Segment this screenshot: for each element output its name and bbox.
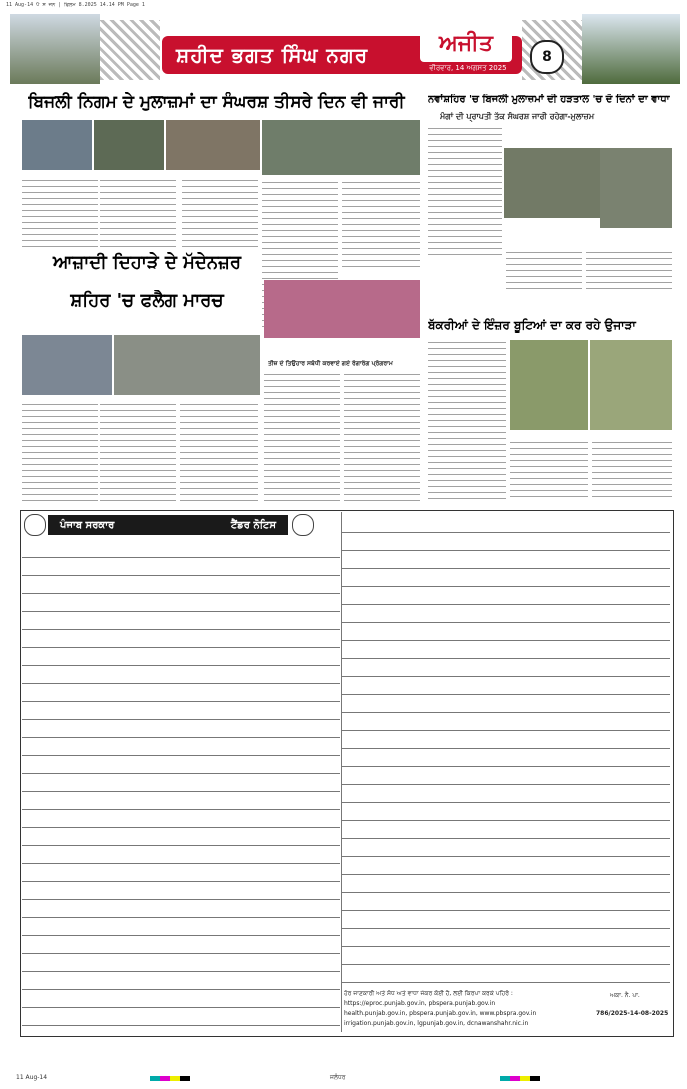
tender-title-bar — [48, 515, 288, 535]
story1-text-col3 — [182, 178, 258, 248]
govt-seal-right — [292, 514, 314, 536]
govt-seal-left — [24, 514, 46, 536]
story2-headline: ਨਵਾਂਸ਼ਹਿਰ 'ਚ ਬਿਜਲੀ ਮੁਲਾਜ਼ਮਾਂ ਦੀ ਹੜਤਾਲ 'ਚ ਦੋ ਦਿਨਾਂ ਦਾ ਵਾਧਾ — [428, 94, 670, 105]
story2-text-col3 — [586, 250, 672, 290]
story1-text-col2 — [100, 178, 176, 248]
section-title: ਸ਼ਹੀਦ ਭਗਤ ਸਿੰਘ ਨਗਰ — [176, 43, 369, 67]
tender-table-right — [342, 515, 670, 985]
story5-text-col2 — [344, 372, 420, 502]
issue-date: ਵੀਰਵਾਰ, 14 ਅਗਸਤ 2025 — [429, 64, 507, 72]
tender-left-title: ਪੰਜਾਬ ਸਰਕਾਰ — [60, 519, 115, 531]
story5-headline: ਤੀਜ਼ ਦੇ ਤਿਉਹਾਰ ਸਬੰਧੀ ਕਰਵਾਏ ਗਏ ਰੰਗਾਰੰਗ ਪ੍ਰੋਗਰਾਮ — [268, 360, 393, 367]
tender-reference: 786/2025-14-08-2025 — [596, 1010, 669, 1017]
story1-headline: ਬਿਜਲੀ ਨਿਗਮ ਦੇ ਮੁਲਾਜ਼ਮਾਂ ਦਾ ਸੰਘਰਸ਼ ਤੀਸਰੇ ਦਿਨ ਵੀ ਜਾਰੀ — [28, 92, 405, 112]
statue-photo — [10, 14, 100, 84]
tender-right-title: ਟੈਂਡਰ ਨੋਟਿਸ — [230, 519, 276, 531]
story1-text-col5 — [342, 180, 420, 270]
story3-text-col2 — [100, 402, 176, 502]
story2-photo-a — [504, 148, 600, 218]
story3-headline-line2: ਸ਼ਹਿਰ 'ਚ ਫਲੈਗ ਮਾਰਚ — [70, 290, 224, 311]
story4-text-col2 — [510, 440, 588, 502]
story3-headline-line1: ਆਜ਼ਾਦੀ ਦਿਹਾੜੇ ਦੇ ਮੱਦੇਨਜ਼ਰ — [52, 252, 242, 273]
story2-text-col1 — [428, 126, 502, 256]
story1-text-col1 — [22, 178, 98, 248]
landscape-photo — [582, 14, 680, 84]
story3-text-col3 — [180, 402, 258, 502]
paper-logo: ਅਜੀਤ — [420, 26, 512, 62]
print-info-line: 11 Aug-14 ਪੈ ਸ ਜਨ | ਫਿਲਮ 8.2025 14.14 PM Page 1 — [6, 2, 145, 8]
story3-text-col1 — [22, 402, 98, 502]
story1-photo-d — [262, 120, 420, 175]
tender-footer-line1: ਹੋਰ ਜਾਣਕਾਰੀ ਅਤੇ ਸੋਧ ਅਤੇ ਵਾਧਾ ਜੇਕਰ ਕੋਈ ਹੈ, ਲਈ ਕਿਰਪਾ ਕਰਕੇ ਪਹਿਰੋ : — [344, 990, 513, 997]
color-registration-bar-left — [150, 1076, 190, 1081]
tender-divider — [341, 512, 342, 1032]
story3-photo-b — [114, 335, 260, 395]
tender-signature: ਅਕਾ. ਨੈ. ਪਾ. — [610, 992, 640, 999]
story4-headline: ਬੱਕਰੀਆਂ ਦੇ ਇੰਜ਼ਰ ਬੂਟਿਆਂ ਦਾ ਕਰ ਰਹੇ ਉਜਾੜਾ — [428, 318, 636, 332]
story4-text-col3 — [592, 440, 672, 502]
story5-text-col1 — [264, 372, 340, 502]
story2-subhead: ਮੰਗਾਂ ਦੀ ਪ੍ਰਾਪਤੀ ਤੱਕ ਸੰਘਰਸ਼ ਜਾਰੀ ਰਹੇਗਾ-ਮੁਲਾਜ਼ਮ — [440, 112, 595, 121]
footer-left: 11 Aug-14 — [16, 1074, 48, 1081]
story4-photo-b — [590, 340, 672, 430]
color-registration-bar-right — [500, 1076, 540, 1081]
tender-table-left — [22, 540, 340, 1028]
tender-footer-line2: https://eproc.punjab.gov.in, pbspera.punjab.gov.in — [344, 1000, 496, 1007]
story1-photo-a — [22, 120, 92, 170]
story3-photo-a — [22, 335, 112, 395]
story4-photo-a — [510, 340, 588, 430]
story1-photo-b — [94, 120, 164, 170]
tender-footer-line3: health.punjab.gov.in, pbspera.punjab.gov.in, www.pbspra.gov.in — [344, 1010, 537, 1017]
footer-center: ਜਲੰਧਰ — [330, 1074, 346, 1081]
page-number-badge: 8 — [530, 40, 564, 74]
tender-footer-line4: irrigation.punjab.gov.in, lgpunjab.gov.in, dcnawanshahr.nic.in — [344, 1020, 529, 1027]
decorative-border-left — [100, 20, 160, 80]
story5-photo — [264, 280, 420, 338]
story4-text-col1 — [428, 340, 506, 502]
story2-photo-b — [600, 148, 672, 228]
page-footer — [0, 1070, 687, 1089]
story2-text-col2 — [506, 250, 582, 290]
story1-photo-c — [166, 120, 260, 170]
